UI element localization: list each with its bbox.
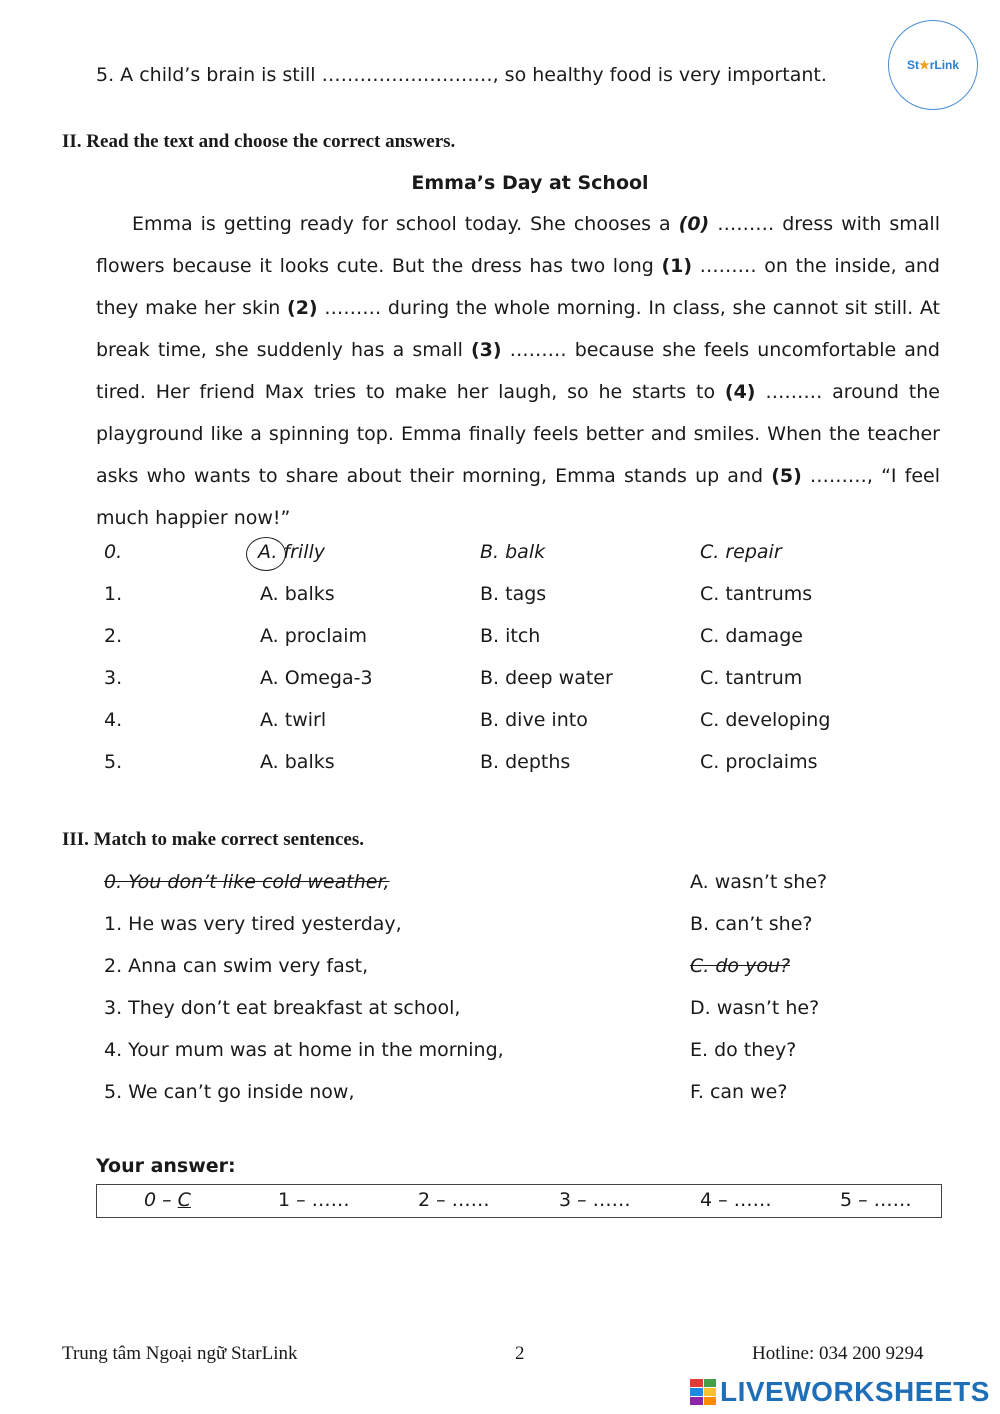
answer-box: [96, 1184, 942, 1218]
option-1-b[interactable]: B. tags: [480, 583, 547, 605]
liveworksheets-logo-icon: [690, 1379, 716, 1405]
gap-0-label: (0): [678, 213, 710, 235]
brand-square: [690, 1379, 703, 1387]
answer-0: [144, 1189, 191, 1211]
option-3-b[interactable]: B. deep water: [480, 667, 613, 689]
passage-text: ……… because she feels uncomfortable and tired. Her friend Max tries to make her laugh, so he starts to: [96, 339, 940, 403]
option-row-4-num: 4.: [104, 709, 123, 731]
option-row-3-num: 3.: [104, 667, 123, 689]
option-3-c[interactable]: C. tantrum: [700, 667, 803, 689]
passage-text: ………, “I feel much happier now!”: [96, 465, 940, 529]
answer-1-blank[interactable]: ……: [311, 1189, 350, 1211]
answer-5-prefix: 5 –: [840, 1189, 874, 1211]
answer-1-prefix: 1 –: [278, 1189, 312, 1211]
brand-square: [704, 1379, 717, 1387]
footer-hotline: Hotline: 034 200 9294: [752, 1343, 924, 1364]
brand-square: [704, 1388, 717, 1396]
option-0-b[interactable]: B. balk: [480, 541, 546, 563]
brand-square: [690, 1397, 703, 1405]
starlink-logo: [888, 20, 978, 110]
option-row-5-num: 5.: [104, 751, 123, 773]
footer-page-number: 2: [515, 1343, 525, 1364]
answer-4[interactable]: [700, 1189, 772, 1211]
passage-text: Emma is getting ready for school today. She chooses a: [132, 213, 679, 235]
answer-3[interactable]: [559, 1189, 631, 1211]
answer-2-prefix: 2 –: [418, 1189, 452, 1211]
option-2-c[interactable]: C. damage: [700, 625, 803, 647]
gap-3-label: (3): [471, 339, 502, 361]
option-4-b[interactable]: B. dive into: [480, 709, 588, 731]
option-1-a[interactable]: A. balks: [260, 583, 335, 605]
passage-text: ……… around the playground like a spinning top. Emma finally feels better and smiles. When the teacher asks who wants to share about their morning, Emma stands up and: [96, 381, 940, 487]
option-row-2-num: 2.: [104, 625, 123, 647]
logo-star-icon: ★: [918, 58, 930, 72]
option-row-1-num: 1.: [104, 583, 123, 605]
match-right-c: C. do you?: [690, 955, 791, 977]
previous-exercise-sentence: 5. A child’s brain is still ………………………, so healthy food is very important.: [96, 64, 827, 86]
reading-passage: [96, 203, 940, 539]
answer-5[interactable]: [840, 1189, 912, 1211]
answer-4-blank[interactable]: ……: [733, 1189, 772, 1211]
gap-5-label: (5): [771, 465, 802, 487]
answer-3-prefix: 3 –: [559, 1189, 593, 1211]
story-title: Emma’s Day at School: [411, 172, 649, 194]
answer-3-blank[interactable]: ……: [592, 1189, 631, 1211]
option-4-c[interactable]: C. developing: [700, 709, 831, 731]
option-5-b[interactable]: B. depths: [480, 751, 571, 773]
answer-2-blank[interactable]: ……: [451, 1189, 490, 1211]
footer-center-name: Trung tâm Ngoại ngữ StarLink: [62, 1343, 298, 1364]
match-right-f: F. can we?: [690, 1081, 788, 1103]
answer-label: Your answer:: [96, 1155, 236, 1177]
match-left-1: 1. He was very tired yesterday,: [104, 913, 402, 935]
option-2-b[interactable]: B. itch: [480, 625, 541, 647]
option-2-a[interactable]: A. proclaim: [260, 625, 367, 647]
gap-4-label: (4): [724, 381, 756, 403]
match-left-4: 4. Your mum was at home in the morning,: [104, 1039, 504, 1061]
match-left-0: 0. You don’t like cold weather,: [104, 871, 390, 893]
match-left-5: 5. We can’t go inside now,: [104, 1081, 355, 1103]
match-right-b: B. can’t she?: [690, 913, 813, 935]
option-4-a[interactable]: A. twirl: [260, 709, 327, 731]
answer-4-prefix: 4 –: [700, 1189, 734, 1211]
answer-2[interactable]: [418, 1189, 490, 1211]
section-3-heading: III. Match to make correct sentences.: [62, 829, 364, 850]
option-5-a[interactable]: A. balks: [260, 751, 335, 773]
match-right-e: E. do they?: [690, 1039, 797, 1061]
option-row-0-num: 0.: [104, 541, 123, 563]
option-1-c[interactable]: C. tantrums: [700, 583, 813, 605]
answer-0-value: C: [177, 1189, 191, 1211]
option-0-a[interactable]: A. frilly: [258, 541, 326, 563]
liveworksheets-wordmark: LIVEWORKSHEETS: [720, 1376, 990, 1407]
answer-0-prefix: 0 –: [144, 1189, 178, 1211]
option-3-a[interactable]: A. Omega-3: [260, 667, 373, 689]
brand-square: [690, 1388, 703, 1396]
match-left-2: 2. Anna can swim very fast,: [104, 955, 369, 977]
section-2-heading: II. Read the text and choose the correct answers.: [62, 131, 456, 152]
passage-text: ……… dress with small flowers because it looks cute. But the dress has two long: [96, 213, 940, 277]
answer-1[interactable]: [278, 1189, 350, 1211]
liveworksheets-brand: [690, 1376, 990, 1408]
option-0-c[interactable]: C. repair: [700, 541, 782, 563]
option-5-c[interactable]: C. proclaims: [700, 751, 818, 773]
passage-text: ……… on the inside, and they make her skin: [96, 255, 940, 319]
gap-2-label: (2): [287, 297, 318, 319]
match-left-3: 3. They don’t eat breakfast at school,: [104, 997, 461, 1019]
gap-1-label: (1): [661, 255, 693, 277]
logo-text-pre: St: [906, 58, 919, 72]
answer-5-blank[interactable]: ……: [873, 1189, 912, 1211]
brand-square: [704, 1397, 717, 1405]
match-right-a: A. wasn’t she?: [690, 871, 828, 893]
passage-text: ……… during the whole morning. In class, she cannot sit still. At break time, she suddenly has a small: [96, 297, 940, 361]
logo-text-post: rLink: [929, 58, 960, 72]
match-right-d: D. wasn’t he?: [690, 997, 820, 1019]
